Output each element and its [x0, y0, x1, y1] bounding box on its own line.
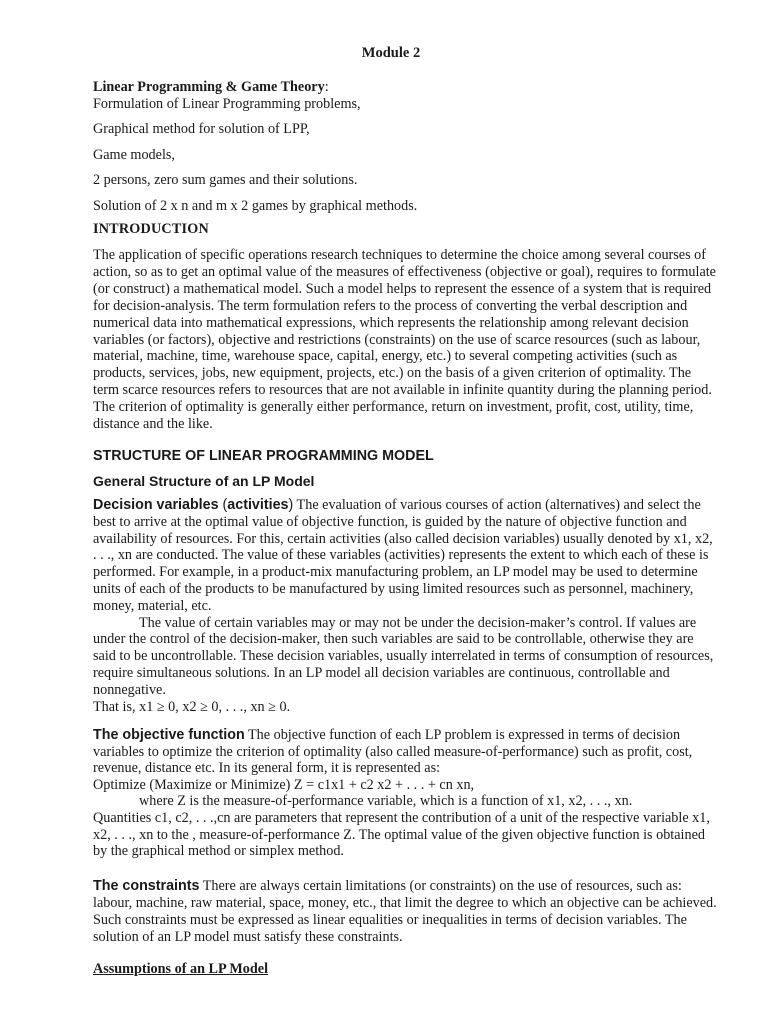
topic-item: 2 persons, zero sum games and their solutions. [93, 172, 358, 188]
objective-function-paragraph [93, 727, 718, 777]
introduction-heading: INTRODUCTION [93, 221, 209, 237]
topic-item: Solution of 2 x n and m x 2 games by graphical methods. [93, 197, 418, 214]
decision-variables-paren-open: ( [218, 497, 228, 513]
decision-variables-paragraph [93, 497, 718, 615]
topics-heading [93, 79, 718, 96]
general-structure-subheading: General Structure of an LP Model [93, 473, 315, 489]
constraints-section [93, 878, 718, 946]
objective-function-body: The objective function of each LP problem is expressed in terms of decision variables to optimize the criterion of optimality (also called measure-of-performance) such as profit, cost, revenue, distance etc. In its general form, it is represented as: [93, 727, 693, 777]
decision-variables-section [93, 497, 718, 715]
constraints-paragraph [93, 878, 718, 946]
module-title: Module 2 [361, 45, 421, 61]
constraints-lead: The constraints [93, 878, 200, 894]
introduction-paragraph: The application of specific operations research techniques to determine the choice among several courses of action, so as to get an optimal value of the measures of effectiveness (objective or goal), requires to formulate (or construct) a mathematical model. Such a model helps to represent the essence of a system that is required for decision-analysis. The term formulation refers to the process of converting the verbal description and numerical data into mathematical expressions, which represents the relationship among relevant decision variables (or factors), objective and restrictions (constraints) on the use of scarce resources (such as labour, material, machine, time, warehouse space, capital, energy, etc.) to several competing activities (such as products, services, jobs, new equipment, projects, etc.) on the basis of a given criterion of optimality. The term scarce resources refers to resources that are not available in infinite quantity during the planning period. The criterion of optimality is generally either performance, return on investment, profit, cost, utility, time, distance and the like. [93, 247, 716, 433]
objective-function-section [93, 727, 718, 860]
decision-variables-paren-close: ) [288, 497, 294, 513]
controllable-variables-paragraph: The value of certain variables may or may not be under the decision-maker’s control. If values are under the control of the decision-maker, then such variables are said to be controllable, otherwise they are said to be uncontrollable. These decision variables, usually interrelated in terms of consumption of resources, require simultaneous solutions. In an LP model all decision variables are continuous, controllable and nonnegative. [93, 614, 714, 698]
decision-variables-body: The evaluation of various courses of action (alternatives) and select the best to arrive at the optimal value of objective function, is guided by the nature of objective function and availability of resources. For this, certain activities (also called decision variables) usually denoted by x1, x2, . . ., xn are conducted. The value of these variables (activities) represents the extent to which each of these is performed. For example, in a product-mix manufacturing problem, an LP model may be used to determine units of each of the products to be manufactured by using limited resources such as personnel, machinery, money, material, etc. [93, 497, 713, 614]
topic-item: Formulation of Linear Programming problems, [93, 96, 361, 112]
decision-variables-lead: Decision variables [93, 497, 219, 513]
objective-parameters-paragraph: Quantities c1, c2, . . .,cn are parameters that represent the contribution of a unit of the respective variable x1, x2, . . ., xn to the , measure-of-performance Z. The optimal value of the given objective function is obtained by the graphical method or simplex method. [93, 809, 710, 860]
topic-item: Game models, [93, 146, 175, 163]
topics-list [93, 79, 718, 223]
topics-heading-text: Linear Programming & Game Theory [93, 79, 325, 95]
objective-function-lead: The objective function [93, 727, 245, 743]
constraints-body: There are always certain limitations (or constraints) on the use of resources, such as: labour, machine, raw material, space, money, etc., that limit the degree to which an objective can be achieved. Such constraints must be expressed as linear equalities or inequalities in terms of decision variables. The solution of an LP model must satisfy these constraints. [93, 878, 717, 945]
objective-formula: Optimize (Maximize or Minimize) Z = c1x1 + c2 x2 + . . . + cn xn, [93, 776, 475, 793]
structure-heading: STRUCTURE OF LINEAR PROGRAMMING MODEL [93, 448, 434, 464]
objective-where-line: where Z is the measure-of-performance variable, which is a function of x1, x2, . . ., xn. [139, 793, 633, 810]
topics-heading-colon: : [324, 79, 329, 95]
topic-item: Graphical method for solution of LPP, [93, 121, 310, 137]
activities-lead: activities [227, 497, 289, 513]
nonnegativity-line: That is, x1 ≥ 0, x2 ≥ 0, . . ., xn ≥ 0. [93, 698, 291, 715]
assumptions-heading: Assumptions of an LP Model [93, 961, 269, 977]
